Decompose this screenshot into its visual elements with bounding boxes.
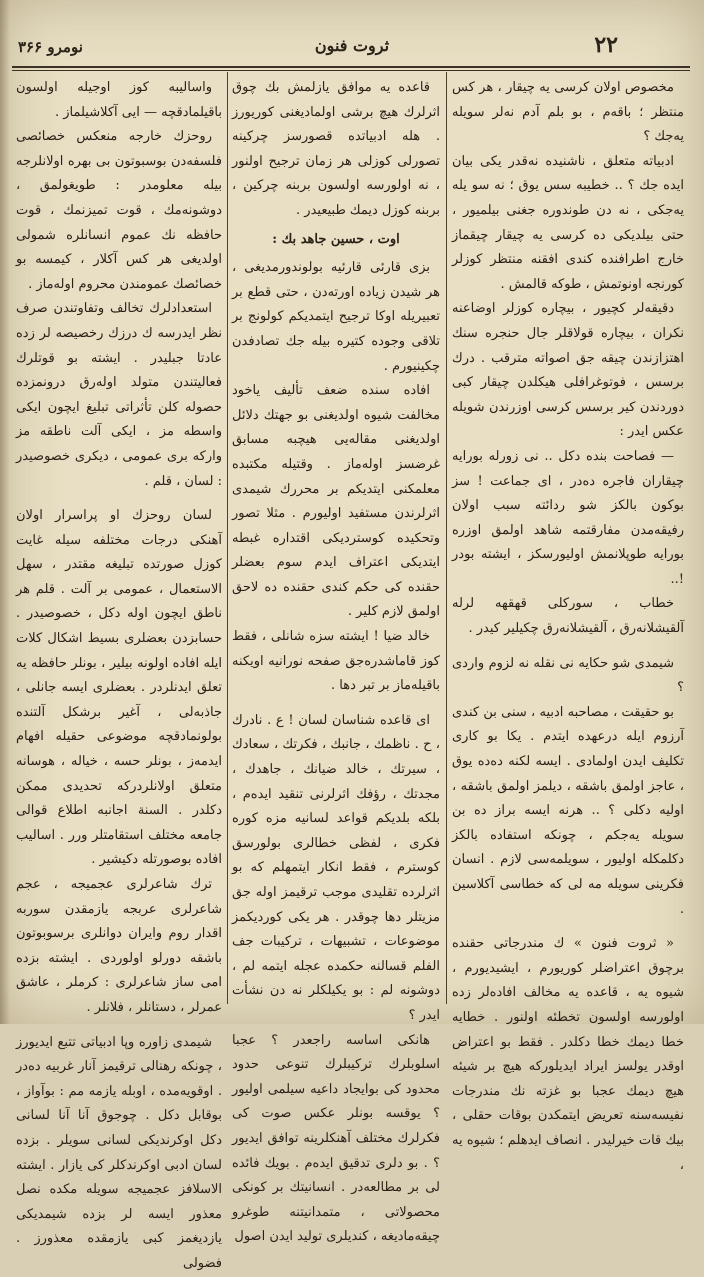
column-right [452, 76, 684, 1173]
paragraph: دقيقەلر كچيور ، بيچاره كوزلر اوضاعنه نكران ، بيچاره قولاقلر جال حنجره سنك اهتزازندن چيقه جق اصواته مترقب . درك برسس ، فوتوغرافلى هيكلدن چيقار كبى دوردندن كير برسس كرسى اوزرندن شويله عكس ايدر : [452, 301, 684, 440]
column-divider-left [227, 72, 228, 1004]
paragraph: اى قاعده شناسان لسان ! ع . نادرك ، ح . ناظمك ، جانبك ، فكرتك ، سعادك ، سيرتك ، خالد ضيانك ، جاهدك ، مجدتك ، رؤفك اثرلرنى تنقيد ايدەم ، بلكه بلديكم قواعد لسانيه مزه كوره فكرى ، لفظى خطالرى بولورسق كوسترم ، فقط انكار ايتمهلم كه بو اثرلرده تقليدى موجب ترقيمز اوله جق مزيتلر دها چوقدر . هر يكى كورديكمز موضوعات ، تشبيهات ، تركيبات جف الفلم قسالنه حكمده عجله ايتمه لم ، دوشونه لم : بو يكيلكلر نه دن نشأت ايدر ؟ [232, 712, 440, 1023]
paragraph: مخصوص اولان كرسى يه چيقار ، هر كس منتظر ؛ باقەم ، بو بلم آدم نەلر سويله يەجك ؟ [452, 80, 684, 145]
paragraph: واساليبه كوز اوجيله اولسون باقيلمادقچه — ايى آكلاشيلماز . [16, 80, 222, 120]
paragraph: شيمدى زاوره وپا ادبياتى تتبع ايديورز ، چونكه رهنالى ترقيمز آنار غربيه دەدر . اوقويەمدە ، اوبله يازمه مم : بوآواز ، بوقابل دكل . چوجوق آنا آنا لسانى دكل اوكرنديكى لسانى سويلر . بزده لسان ادبى اوكرندكلر كى يازار . ايشته الاسلافز عجميجه سويله مكده نصل معذور ايسه لر بزده شيمديكى يازديغمز كبى يازمقده معذورز . فضولى [16, 1034, 222, 1271]
paragraph: شيمدى شو حكايه نى نقله نه لزوم واردى ؟ [452, 655, 684, 696]
page-number: ۲۲ [594, 32, 618, 58]
paragraph: — فصاحت بنده دكل .. نى زورله بورايه چيقاران فاجره دەدر ، اى جماعت ! سز بوكون بالكز شو ردائته سبب اولان رفيقەمدن مفارقتمه شاهد اولمق اوزره بورايه طوپلانمش اوليورسكز ، ايشته بودر !.. [452, 448, 684, 587]
paragraph: لسان روحزك او پراسرار اولان آهنكى درجات مختلفه سيله غايت كوزل صورتده تبليغه مقتدر ، سهل الاستعمال ، عمومى بر آلت . قلم هر ناطق ايچون اوله دكل ، خصوصيدر . حسابزدن بعضلرى بسيط اشكال كلات ايله افاده اولونه بيلير ، بونلر حافظه يه تعلق ايدنلردر . بعضلرى ايسه جانلى ، جاذبەلى ، آغير برشكل آلتنده بولونمادقچه موضوعى حقيله افهام ايدمەز ، بونلر حسه ، خياله ، هوسانه متعلق اولانلردركه تحديدى ممكن دكلدر . السنة اجانبه اطلاع قوالى جامعه مختلف استقامتلر ورر . اساليب افاده بوصورتله دكيشير . [16, 508, 222, 868]
masthead-title: ثروت فنون [314, 36, 390, 55]
column-middle [232, 76, 440, 1245]
header-rule-thin [12, 70, 690, 71]
column-left [16, 76, 222, 1271]
paragraph: بو حقيقت ، مصاحبه ادبيه ، سنى بن كندى آرزوم ايله درعهده ايتدم . يكا بو كارى تكليف ايدن اولمادى . ايسه لكنه دەده يوق ، عاجز اولمق باشقه ، ديلمز اولمق باشقه ، اوليه دكلى ؟ .. هرنه ايسه براز ده بن سويله يەجكم ، چونكه استفاده بالكز دكلمكله اوليور ، سويلمەسى لازم . انسان فكرينى سويله مه لى كه خطاسى آكلاسين . [452, 704, 684, 917]
page-fold-shadow [0, 0, 10, 1024]
paragraph: بزى قارئى قارئيه بولوندورمديغى ، هر شيدن زياده اورتەدن ، حتى قطع بر تعبيريله اوكا ترجيح ايتمديكم كولونج بر تلاقى وجوده كتيره بيله جك تصادفدن چكينيورم . [232, 260, 440, 374]
issue-number: نومرو ۳۶۶ [18, 38, 83, 56]
paragraph: خطاب ، سوركلى قهقهه لرله آلقيشلانەرق ، آلقيشلانەرق چكيلير كيدر . [452, 596, 684, 637]
paragraph: « ثروت فنون » ك مندرجاتى حقنده برچوق اعتراضلر كوريورم ، ايشيديورم ، شيوه يه ، قاعده يه مخالف افادەلر زده اولورسه اولسون تخطئه اولنور . خطايه خطا ديمك خطا دكلدر . فقط بو اعتراض اوقدر يولسز ايراد ايديلوركه هيچ بر شيئه هيچ ديمك عجبا بو غزته نك مندرجات نفيسەسنه تعريض ايتمكدن بوقات حقلى ، بيك قات خيرليدر . انصاف ايدهلم ؛ شيوه يه ، [452, 936, 684, 1173]
paragraph: قاعده يه موافق يازلمش بك چوق اثرلرك هيچ برشى اولماديغنى كوريورز . هله ادبياتده قصورسز چركينه تصورلى كوزلى هر زمان ترجيح اولنور ، نه اولورسه اولسون بربنه چركين ، بربنه كوزل ديمك طبيعيدر . [232, 80, 440, 218]
header-rule [12, 66, 690, 68]
paragraph: هانكى اساسه راجعدر ؟ عجبا اسلوبلرك تركيبلرك تنوعى حدود محدود كى بوايجاد داعيه سيلمى اوليور ؟ يوقسه بونلر عكس صوت كى فكرلرك مختلف آهنكلرينه توافق ايديور ؟ . بو دلرى تدقيق ايدەم . بويك فائده لى بر مطالعەدر . انسانيتك بر كونكى محصولاتى ، متمدانيتنه طوغرو چيقەماديغه ، كنديلرى توليد ايدن اصول [232, 1032, 440, 1245]
paragraph: روحزك خارجه منعكس خصائصى فلسفەدن بوسبوتون بى بهره اولانلرجه بيله معلومدر : طويغولمق ، دوشونەمك ، قوت تميزنمك ، قوت حافظه نك عموم انسانلره شمولى اولديغى هر كس آكلار ، كيمسه بو خصائصك عمومندن محروم اولەماز . [16, 129, 222, 292]
paragraph: افاده سنده ضعف تأليف ياخود مخالفت شيوه اولديغنى بو جهتك دلائل اولديغنى مقالەيى هيچبه مسابق غرضسز اولەماز . وقتيله مكتبده معلمكنى ايتديكم بر محررك شيمدى اثرلرندن مستفيد اوليورم . مثلا تصور وتحكيده كوسترديكى اقتداره غبطه ايتديكى اعتراف ايدم سوم بعضلر حقنده كى حكم كندى حقنده ده لاحق اولمق لازم كلير . [232, 383, 440, 620]
page-header [0, 30, 704, 66]
section-heading: اوت ، حسين جاهد بك : [272, 231, 400, 247]
paragraph: خالد ضيا ! ايشته سزه شانلى ، فقط كوز قاماشدرەجق صفحه نورانيه اويكنه باقيلەماز بر تبر دها . [232, 629, 440, 694]
paragraph: ادبياته متعلق ، ناشنيده نەقدر يكى بيان ايده جك ؟ .. خطيبه سس يوق ؛ نه سو يله يەجكى ، نه دن طوندورە جغنى بيلميور ، حتى بيلديكى ده كرسى يه چيقار چيقماز خارج اطرافنده كندى افقنه منتظر كوزلر كورنجە اونوتمش ، طوكه قالمش . [452, 153, 684, 292]
column-divider-right [446, 72, 447, 1004]
paragraph: استعدادلرك تخالف وتفاوتندن صرف نظر ايدرسه ك درزك رخصيصه لر زده عادتا جبليدر . ايشته بو قوتلرك فعاليتندن متولد اولەرق درونمزده حصوله كلن تأثراتى تبليغ ايچون ايكى واسطه مز ، ايكى آلت ناطقه مز واركه برى عمومى ، ديكرى خصوصيدر : لسان ، قلم . [16, 301, 222, 489]
paragraph: ترك شاعرلرى عجميجه ، عجم شاعرلرى عربجه يازمقدن سوربه اقدار روم وايران دوانلرى برسوبوتون باشقه دورلو اولوردى . ايشته بزده امى ساز شاعرلرى : كرملر ، عاشق عمرلر ، دستانلر ، فلانلر . [16, 877, 222, 1015]
